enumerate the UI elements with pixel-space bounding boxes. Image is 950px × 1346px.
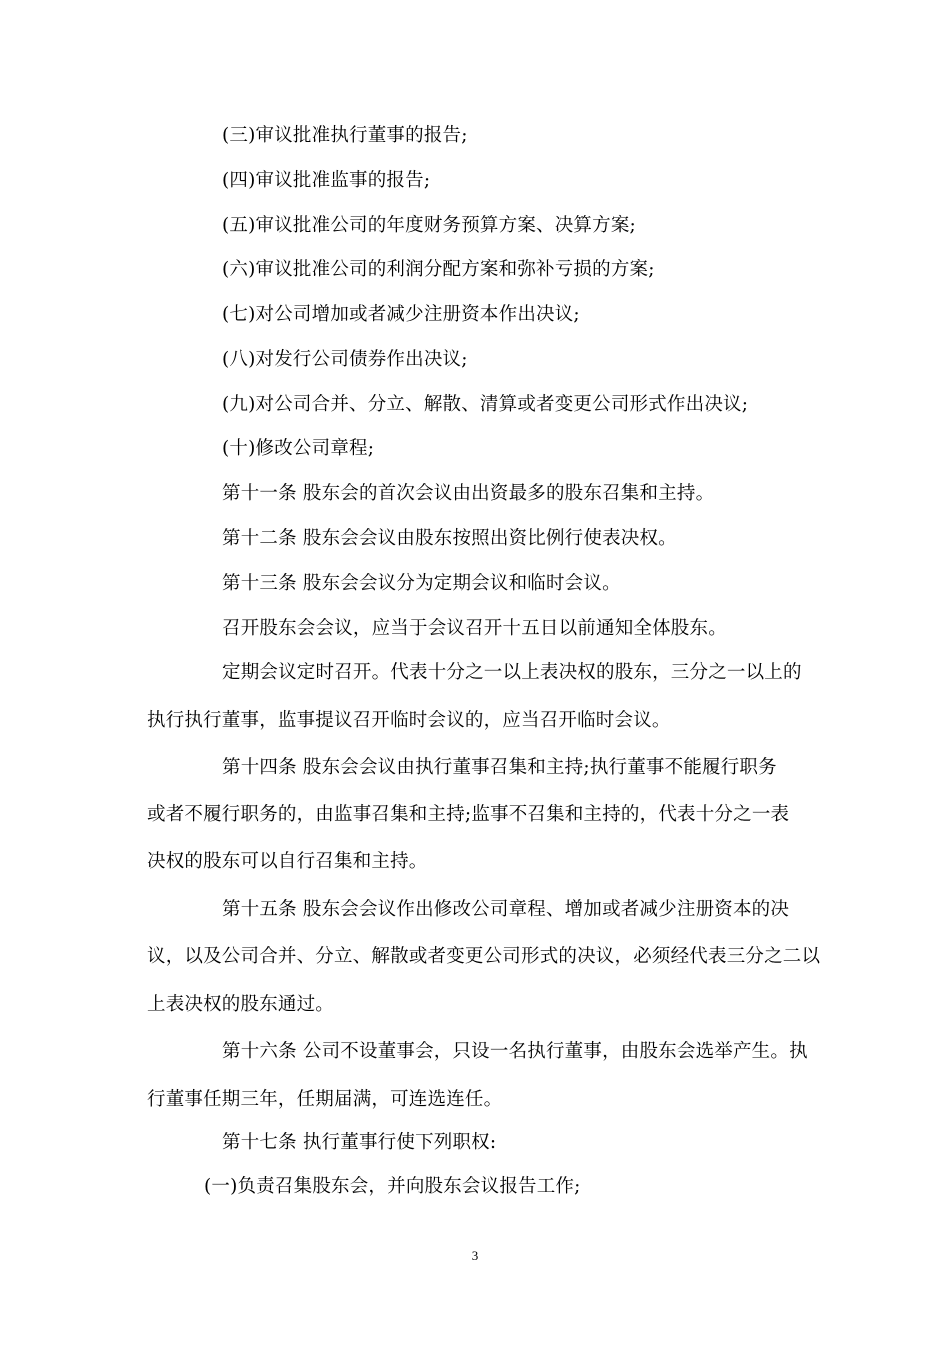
clause-item-5: (五)审议批准公司的年度财务预算方案、决算方案; xyxy=(222,215,636,236)
paragraph-line: 议，以及公司合并、分立、解散或者变更公司形式的决议，必须经代表三分之二以 xyxy=(147,946,821,967)
clause-item-4: (四)审议批准监事的报告; xyxy=(222,170,431,191)
article-14: 第十四条 股东会会议由执行董事召集和主持;执行董事不能履行职务 xyxy=(222,757,777,778)
article-11: 第十一条 股东会的首次会议由出资最多的股东召集和主持。 xyxy=(222,483,715,504)
article-17: 第十七条 执行董事行使下列职权: xyxy=(222,1132,497,1153)
paragraph-line: 执行执行董事，监事提议召开临时会议的，应当召开临时会议。 xyxy=(147,710,671,731)
page-number: 3 xyxy=(471,1248,479,1263)
clause-item-6: (六)审议批准公司的利润分配方案和弥补亏损的方案; xyxy=(222,259,655,280)
paragraph-line: 行董事任期三年，任期届满，可连选连任。 xyxy=(147,1089,503,1110)
paragraph-line: 召开股东会会议，应当于会议召开十五日以前通知全体股东。 xyxy=(222,618,727,639)
clause-item-3: (三)审议批准执行董事的报告; xyxy=(222,125,468,146)
article-15: 第十五条 股东会会议作出修改公司章程、增加或者减少注册资本的决 xyxy=(222,899,790,920)
article-16: 第十六条 公司不设董事会，只设一名执行董事，由股东会选举产生。执 xyxy=(222,1041,808,1062)
clause-item-10: (十)修改公司章程; xyxy=(222,438,375,459)
article-13: 第十三条 股东会会议分为定期会议和临时会议。 xyxy=(222,573,621,594)
paragraph-line: 或者不履行职务的，由监事召集和主持;监事不召集和主持的，代表十分之一表 xyxy=(147,804,790,825)
paragraph-line: 决权的股东可以自行召集和主持。 xyxy=(147,851,428,872)
clause-item-9: (九)对公司合并、分立、解散、清算或者变更公司形式作出决议; xyxy=(222,394,749,415)
paragraph-line: 上表决权的股东通过。 xyxy=(147,994,335,1015)
clause-item-1: (一)负责召集股东会，并向股东会议报告工作; xyxy=(204,1176,581,1197)
paragraph-line: 定期会议定时召开。代表十分之一以上表决权的股东，三分之一以上的 xyxy=(222,662,802,683)
clause-item-7: (七)对公司增加或者减少注册资本作出决议; xyxy=(222,304,580,325)
article-12: 第十二条 股东会会议由股东按照出资比例行使表决权。 xyxy=(222,528,677,549)
clause-item-8: (八)对发行公司债券作出决议; xyxy=(222,349,468,370)
